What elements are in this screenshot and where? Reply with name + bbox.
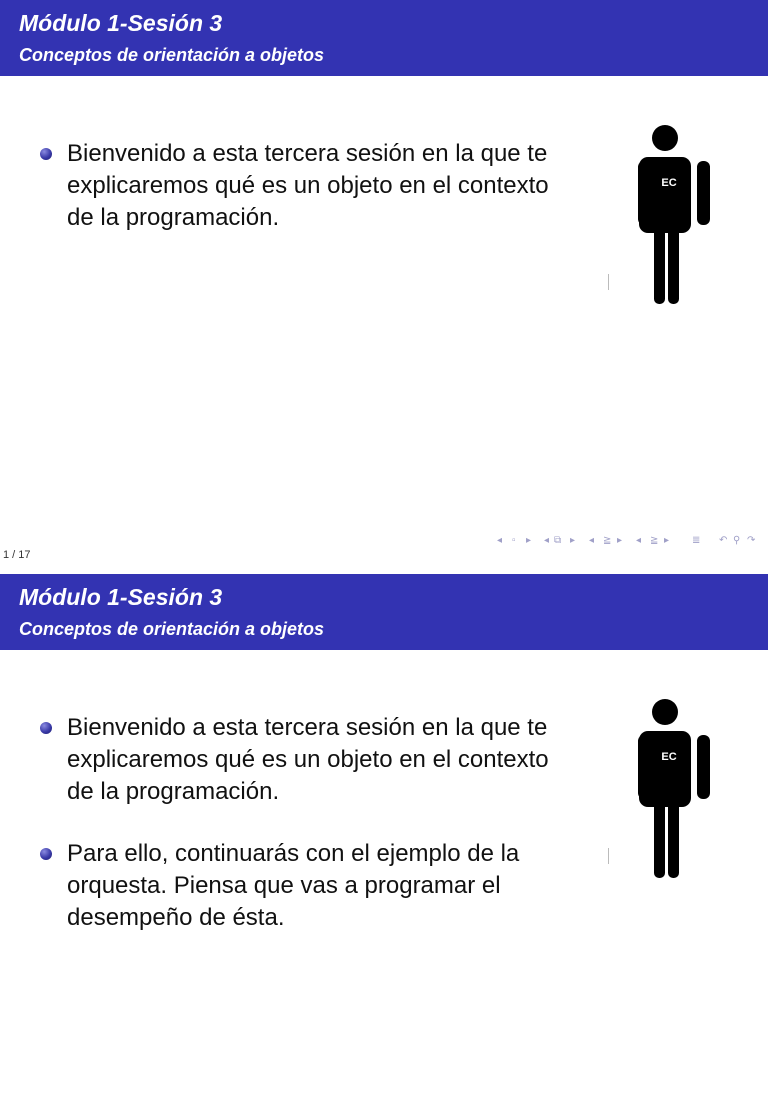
search-icon[interactable]: ⚲ xyxy=(733,535,741,546)
document-icon[interactable]: ≧ xyxy=(650,535,659,546)
redo-icon[interactable]: ↷ xyxy=(747,535,756,546)
bullet-list xyxy=(40,712,600,964)
slide-header xyxy=(0,0,768,76)
figure-label: EC xyxy=(661,177,677,189)
bullet-text: Bienvenido a esta tercera sesión en la que te explicaremos qué es un objeto en el contexto de la programación. xyxy=(67,140,549,231)
next-section-icon[interactable]: ▸ xyxy=(617,535,623,546)
next-frame-icon[interactable]: ▸ xyxy=(526,535,532,546)
divider xyxy=(608,848,609,864)
navigation-controls xyxy=(497,535,762,549)
slide-2 xyxy=(0,574,768,1120)
toc-icon[interactable]: ≣ xyxy=(692,535,701,546)
person-icon xyxy=(610,124,720,306)
bullet-item xyxy=(40,712,577,808)
figure-label: EC xyxy=(661,751,677,763)
person-icon xyxy=(610,698,720,880)
prev-section-icon[interactable]: ◂ xyxy=(589,535,595,546)
next-document-icon[interactable]: ▸ xyxy=(664,535,670,546)
bullet-icon xyxy=(40,148,52,160)
slide-title: Módulo 1-Sesión 3 xyxy=(19,584,223,610)
bullet-item xyxy=(40,138,577,234)
undo-icon[interactable]: ↶ xyxy=(719,535,728,546)
prev-frame-icon[interactable]: ◂ xyxy=(497,535,503,546)
prev-subsection-icon[interactable]: ◂ xyxy=(544,535,550,546)
bullet-list xyxy=(40,138,600,264)
next-subsection-icon[interactable]: ▸ xyxy=(570,535,576,546)
divider xyxy=(608,274,609,290)
bullet-text: Bienvenido a esta tercera sesión en la que te explicaremos qué es un objeto en el contexto de la programación. xyxy=(67,714,549,805)
bullet-text: Para ello, continuarás con el ejemplo de la orquesta. Piensa que vas a programar el desempeño de ésta. xyxy=(67,840,520,931)
bullet-item xyxy=(40,838,557,934)
subsection-icon[interactable]: ⧉ xyxy=(554,535,562,546)
slide-title: Módulo 1-Sesión 3 xyxy=(19,10,223,36)
page-number: 1 / 17 xyxy=(3,549,31,561)
slide-subtitle: Conceptos de orientación a objetos xyxy=(19,619,325,639)
frame-icon[interactable]: ▫ xyxy=(512,535,516,546)
section-icon[interactable]: ≧ xyxy=(603,535,612,546)
bullet-icon xyxy=(40,722,52,734)
slide-subtitle: Conceptos de orientación a objetos xyxy=(19,45,325,65)
slide-header xyxy=(0,574,768,650)
prev-document-icon[interactable]: ◂ xyxy=(636,535,642,546)
bullet-icon xyxy=(40,848,52,860)
